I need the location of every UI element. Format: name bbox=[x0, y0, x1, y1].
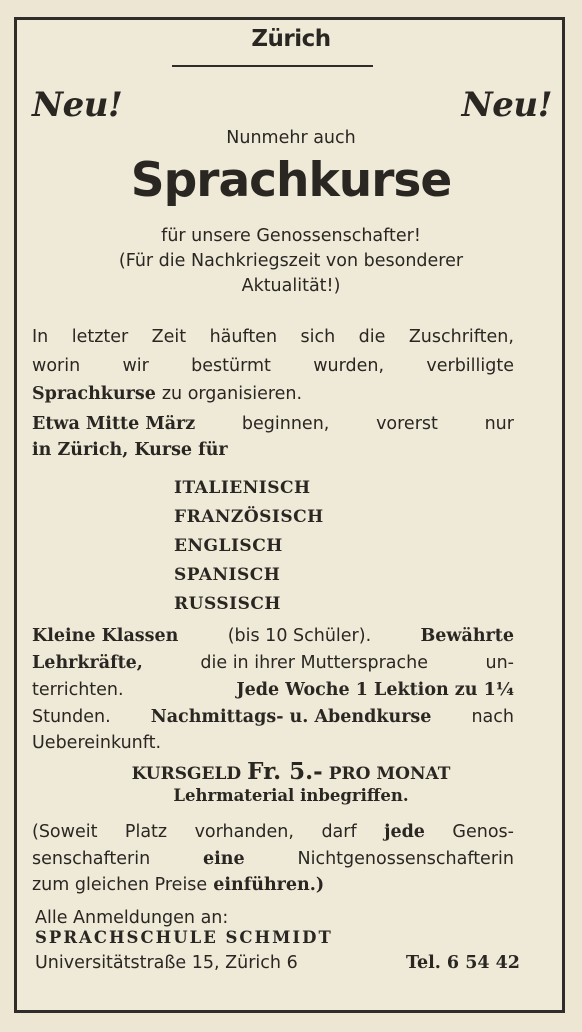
language-item: ITALIENISCH bbox=[174, 478, 311, 498]
language-item: FRANZÖSISCH bbox=[174, 507, 324, 527]
telephone: Tel. 6 54 42 bbox=[405, 953, 520, 973]
paragraph-line: Etwa Mitte März beginnen, vorerst nur bbox=[32, 414, 514, 434]
paragraph-line: In letzter Zeit häuften sich die Zuschriften, bbox=[32, 327, 514, 347]
course-fee: KURSGELD Fr. 5.- PRO MONAT bbox=[131, 758, 451, 785]
language-item: RUSSISCH bbox=[174, 594, 281, 614]
paragraph-line: worin wir bestürmt wurden, verbilligte bbox=[32, 356, 514, 376]
paragraph-line: (Soweit Platz vorhanden, darf jede Genos- bbox=[32, 822, 514, 842]
heading-rule bbox=[172, 65, 373, 67]
intro-line: Nunmehr auch bbox=[226, 128, 356, 148]
paragraph-line: zum gleichen Preise einführen.) bbox=[32, 875, 325, 895]
paragraph-line: Uebereinkunft. bbox=[32, 733, 162, 753]
material-note: Lehrmaterial inbegriffen. bbox=[173, 786, 409, 805]
subtitle-line: für unsere Genossenschafter! bbox=[161, 226, 421, 246]
headline: Sprachkurse bbox=[130, 153, 452, 208]
subtitle-line: (Für die Nachkriegszeit von besonderer bbox=[118, 251, 464, 271]
city-heading: Zürich bbox=[251, 26, 331, 52]
paragraph-line: Stunden. Nachmittags- u. Abendkurse nach bbox=[32, 707, 514, 727]
subtitle-line: Aktualität!) bbox=[241, 276, 341, 296]
neu-right: Neu! bbox=[461, 85, 552, 125]
paragraph-line: Sprachkurse zu organisieren. bbox=[32, 384, 303, 404]
paragraph-line: Lehrkräfte, die in ihrer Muttersprache un- bbox=[32, 653, 514, 673]
registration-intro: Alle Anmeldungen an: bbox=[35, 908, 229, 928]
paragraph-line: terrichten. Jede Woche 1 Lektion zu 1¼ bbox=[32, 680, 514, 700]
language-item: SPANISCH bbox=[174, 565, 281, 585]
paragraph-line: in Zürich, Kurse für bbox=[32, 440, 228, 460]
language-item: ENGLISCH bbox=[174, 536, 283, 556]
school-name: SPRACHSCHULE SCHMIDT bbox=[35, 928, 333, 947]
school-address: Universitätstraße 15, Zürich 6 Tel. 6 54 42 bbox=[35, 950, 520, 977]
paragraph-line: Kleine Klassen (bis 10 Schüler). Bewährte bbox=[32, 626, 514, 646]
paragraph-line: senschafterin eine Nichtgenossenschafterin bbox=[32, 849, 514, 869]
neu-left: Neu! bbox=[32, 85, 123, 125]
